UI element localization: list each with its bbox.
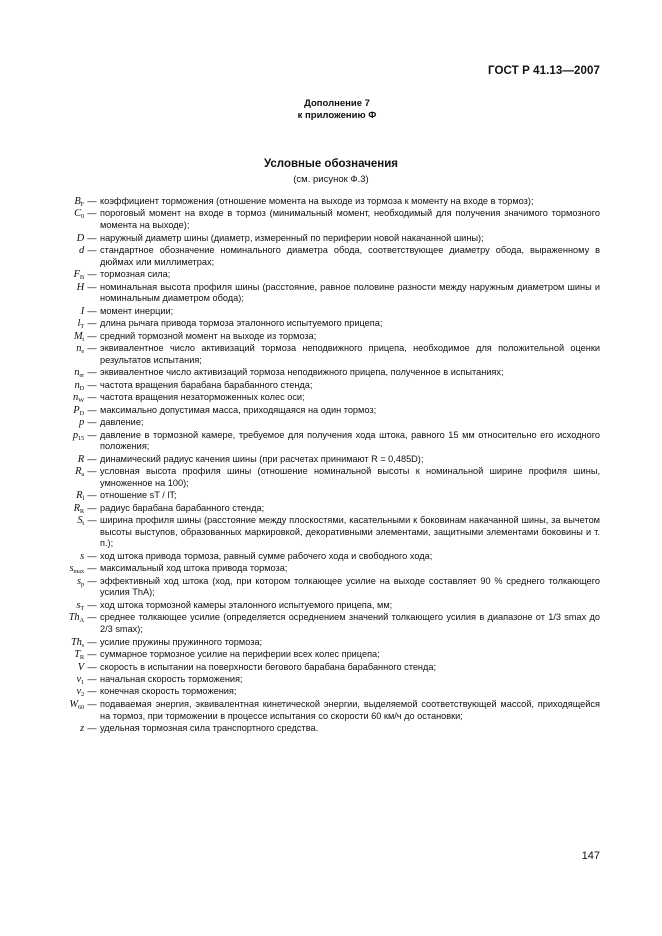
- dash-separator: —: [87, 281, 97, 292]
- symbol-subscript: t: [82, 335, 84, 343]
- symbol: [62, 503, 84, 515]
- definition-row: [62, 723, 600, 735]
- symbol-subscript: e: [81, 348, 84, 356]
- definition-row: [62, 674, 600, 686]
- definition-text: ход штока тормозной камеры эталонного испытуемого прицепа, мм;: [100, 599, 393, 610]
- symbol-letter: n: [74, 367, 80, 379]
- definition-row: [62, 637, 600, 649]
- dash-separator: —: [87, 232, 97, 243]
- symbol-subscript: 0: [80, 213, 84, 221]
- symbol-letter: R: [76, 490, 83, 502]
- dash-separator: —: [87, 269, 97, 280]
- definition-row: [62, 576, 600, 599]
- symbol: [62, 318, 84, 330]
- definition-text: тормозная сила;: [100, 269, 171, 280]
- symbol-subscript: l: [82, 495, 84, 503]
- dash-separator: —: [87, 429, 97, 440]
- dash-separator: —: [87, 502, 97, 513]
- definition-row: [62, 282, 600, 305]
- definition-row: [62, 331, 600, 343]
- symbol-subscript: W: [78, 397, 84, 405]
- definition-row: [62, 417, 600, 429]
- dash-separator: —: [87, 636, 97, 647]
- appendix-reference: к приложению Ф: [297, 110, 377, 121]
- definition-text: отношение sT / lT;: [100, 490, 177, 501]
- definition-text: эквивалентное число активизаций тормоза неподвижного прицепа, необходимое для положительной оценки результатов испытания;: [100, 343, 600, 365]
- symbol-letter: n: [74, 379, 80, 391]
- symbols-list: [62, 196, 600, 736]
- symbol-subscript: max: [73, 568, 84, 576]
- symbol: [62, 612, 84, 624]
- symbol: [62, 515, 84, 527]
- definition-row: [62, 612, 600, 635]
- definition-text: суммарное тормозное усилие на периферии всех колес прицепа;: [100, 649, 380, 660]
- definition-text: скорость в испытании на поверхности бегового барабана барабанного стенда;: [100, 661, 437, 672]
- symbol-letter: n: [76, 343, 82, 355]
- symbol-letter: H: [76, 281, 84, 293]
- symbol-subscript: t: [82, 520, 84, 528]
- symbol-subscript: R: [79, 654, 84, 662]
- definition-row: [62, 699, 600, 722]
- symbol: [62, 466, 84, 478]
- symbol-subscript: 2: [80, 691, 84, 699]
- definition-row: [62, 430, 600, 453]
- symbol: [62, 233, 84, 245]
- symbol-letter: R: [75, 466, 82, 478]
- symbol: [62, 306, 84, 318]
- definition-row: [62, 343, 600, 366]
- symbol-letter: C: [74, 208, 81, 220]
- definition-row: [62, 563, 600, 575]
- symbol-letter: z: [80, 723, 84, 735]
- dash-separator: —: [87, 563, 97, 574]
- symbol-letter: D: [76, 232, 84, 244]
- definition-row: [62, 600, 600, 612]
- definition-text: максимальный ход штока привода тормоза;: [100, 563, 288, 574]
- symbol-letter: R: [77, 453, 84, 465]
- definition-row: [62, 490, 600, 502]
- document-code: ГОСТ Р 41.13—2007: [488, 65, 600, 77]
- dash-separator: —: [87, 686, 97, 697]
- dash-separator: —: [87, 196, 97, 206]
- dash-separator: —: [87, 318, 97, 329]
- symbol: [62, 367, 84, 379]
- definition-row: [62, 503, 600, 515]
- definition-text: пороговый момент на входе в тормоз (минимальный момент, необходимый для получения значимого тормозного момента на выходе);: [100, 208, 600, 231]
- symbol-letter: p: [78, 417, 84, 429]
- symbol-subscript: T: [80, 323, 84, 331]
- definition-text: эффективный ход штока (ход, при котором толкающее усилие на выходе составляет 90 % среднего толкающего усилия ThA);: [100, 575, 600, 598]
- symbol-letter: v: [76, 673, 81, 685]
- symbol: [62, 454, 84, 466]
- definition-text: ширина профиля шины (расстояние между плоскостями, касательными к боковинам накачанной шины, за вычетом высоты выступов, образованных маркировкой, декоративными элементами, защитными элементами боковины и т. п.);: [100, 515, 600, 549]
- definition-row: [62, 405, 600, 417]
- symbol-letter: Th: [68, 612, 80, 624]
- definition-row: [62, 551, 600, 563]
- definition-row: [62, 306, 600, 318]
- symbol: [62, 551, 84, 563]
- symbol: [62, 563, 84, 575]
- symbol-subscript: 1: [80, 678, 84, 686]
- definition-text: удельная тормозная сила транспортного средства.: [100, 723, 319, 734]
- symbol: [62, 600, 84, 612]
- symbol-letter: p: [72, 429, 78, 441]
- symbol-letter: s: [77, 575, 81, 587]
- dash-separator: —: [87, 208, 97, 219]
- symbol-letter: F: [73, 269, 80, 281]
- definition-text: конечная скорость торможения;: [100, 686, 237, 697]
- symbol-subscript: B: [79, 274, 84, 282]
- dash-separator: —: [87, 466, 97, 477]
- symbol-subscript: R: [79, 507, 84, 515]
- symbol: [62, 417, 84, 429]
- dash-separator: —: [87, 599, 97, 610]
- definition-text: ход штока привода тормоза, равный сумме рабочего хода и свободного хода;: [100, 550, 433, 561]
- symbol-letter: I: [80, 305, 84, 317]
- dash-separator: —: [87, 550, 97, 561]
- symbol-subscript: A: [79, 617, 84, 625]
- symbol-subscript: D: [79, 409, 84, 417]
- symbol-subscript: F: [80, 201, 84, 208]
- definition-row: [62, 208, 600, 231]
- symbol-subscript: s: [81, 641, 84, 649]
- definition-row: [62, 318, 600, 330]
- symbol-letter: s: [80, 550, 84, 562]
- symbol-letter: V: [77, 661, 84, 673]
- appendix-heading: [0, 98, 662, 122]
- dash-separator: —: [87, 404, 97, 415]
- definition-text: среднее толкающее усилие (определяется осреднением значений толкающего усилия в диапазоне от 1/3 smax до 2/3 smax);: [100, 612, 600, 635]
- dash-separator: —: [87, 392, 97, 403]
- definition-row: [62, 466, 600, 489]
- symbol-letter: n: [73, 392, 79, 404]
- symbol-letter: S: [77, 515, 83, 527]
- symbol: [62, 380, 84, 392]
- dash-separator: —: [87, 698, 97, 709]
- definition-text: подаваемая энергия, эквивалентная кинетической энергии, выделяемой соответствующей массой, приходящейся на тормоз, при торможении в процессе испытания со скорости 60 км/ч до остановки;: [100, 698, 600, 721]
- symbol: [62, 686, 84, 698]
- dash-separator: —: [87, 330, 97, 341]
- dash-separator: —: [87, 661, 97, 672]
- dash-separator: —: [87, 649, 97, 660]
- symbol: [62, 392, 84, 404]
- symbol: [62, 490, 84, 502]
- symbol-subscript: 60: [77, 703, 84, 711]
- definition-text: эквивалентное число активизаций тормоза неподвижного прицепа, полученное в испытаниях;: [100, 367, 504, 378]
- dash-separator: —: [87, 490, 97, 501]
- symbol-subscript: T: [80, 604, 84, 612]
- definition-text: условная высота профиля шины (отношение номинальной высоты к номинальной ширине профиля шины, умноженное на 100);: [100, 466, 600, 488]
- definition-text: радиус барабана барабанного стенда;: [100, 502, 265, 513]
- symbol-letter: s: [76, 599, 81, 611]
- symbol-letter: W: [69, 698, 78, 710]
- symbol-letter: M: [73, 330, 83, 342]
- symbol: [62, 405, 84, 417]
- symbol: [62, 699, 84, 711]
- dash-separator: —: [87, 343, 97, 354]
- definition-text: давление в тормозной камере, требуемое для получения хода штока, равного 15 мм относительно его исходного положения;: [100, 429, 600, 452]
- definition-row: [62, 367, 600, 379]
- symbol: [62, 637, 84, 649]
- definition-row: [62, 233, 600, 245]
- dash-separator: —: [87, 612, 97, 623]
- definition-text: стандартное обозначение номинального диаметра обода, соответствующее диаметру обода, выраженному в дюймах или миллиметрах;: [100, 245, 600, 267]
- symbol: [62, 196, 84, 208]
- dash-separator: —: [87, 245, 97, 256]
- definition-text: частота вращения незаторможенных колес оси;: [100, 392, 305, 403]
- definition-text: максимально допустимая масса, приходящаяся на один тормоз;: [100, 404, 377, 415]
- definition-row: [62, 515, 600, 550]
- symbol: [62, 430, 84, 442]
- definition-text: частота вращения барабана барабанного стенда;: [100, 379, 313, 390]
- dash-separator: —: [87, 453, 97, 464]
- symbol-subscript: a: [81, 471, 84, 479]
- dash-separator: —: [87, 379, 97, 390]
- dash-separator: —: [87, 367, 97, 378]
- symbol-subscript: 15: [77, 434, 84, 442]
- symbol: [62, 576, 84, 588]
- definition-row: [62, 392, 600, 404]
- definition-text: средний тормозной момент на выходе из тормоза;: [100, 330, 317, 341]
- definition-text: динамический радиус качения шины (при расчетах принимают R = 0,485D);: [100, 453, 424, 464]
- definition-text: усилие пружины пружинного тормоза;: [100, 636, 263, 647]
- symbol: [62, 282, 84, 294]
- symbol: [62, 649, 84, 661]
- symbol-letter: Th: [70, 636, 82, 648]
- symbol-letter: R: [73, 502, 80, 514]
- definition-text: давление;: [100, 417, 144, 428]
- symbol-letter: v: [76, 686, 81, 698]
- symbol-letter: l: [77, 318, 81, 330]
- dash-separator: —: [87, 417, 97, 428]
- symbol-subscript: p: [80, 580, 84, 588]
- symbol-letter: B: [74, 196, 81, 207]
- dash-separator: —: [87, 673, 97, 684]
- definition-row: [62, 245, 600, 268]
- symbol-subscript: D: [79, 384, 84, 392]
- figure-reference: (см. рисунок Ф.3): [293, 174, 369, 185]
- symbol: [62, 723, 84, 735]
- symbol-letter: P: [73, 404, 80, 416]
- symbol: [62, 245, 84, 257]
- page-number: 147: [581, 850, 600, 862]
- appendix-title: Дополнение 7: [304, 98, 370, 109]
- dash-separator: —: [87, 723, 97, 734]
- definition-text: номинальная высота профиля шины (расстояние, равное половине разности между наружным диаметром шины и номинальным диаметром обода);: [100, 281, 600, 304]
- definition-row: [62, 454, 600, 466]
- symbol: [62, 331, 84, 343]
- definition-text: начальная скорость торможения;: [100, 673, 243, 684]
- definition-row: [62, 649, 600, 661]
- definition-row: [62, 380, 600, 392]
- symbol-letter: T: [74, 649, 80, 661]
- symbol: [62, 662, 84, 674]
- section-title: Условные обозначения: [263, 158, 398, 170]
- definition-text: коэффициент торможения (отношение момента на выходе из тормоза к моменту на входе в тормоз);: [100, 196, 534, 206]
- definition-row: [62, 686, 600, 698]
- definition-text: наружный диаметр шины (диаметр, измеренный по периферии новой накачанной шины);: [100, 232, 484, 243]
- dash-separator: —: [87, 515, 97, 526]
- symbol-letter: s: [69, 563, 74, 575]
- dash-separator: —: [87, 305, 97, 316]
- symbol: [62, 343, 84, 355]
- dash-separator: —: [87, 575, 97, 586]
- symbol: [62, 208, 84, 220]
- symbol: [62, 269, 84, 281]
- symbol-subscript: er: [79, 372, 84, 380]
- symbol: [62, 674, 84, 686]
- definition-text: момент инерции;: [100, 305, 174, 316]
- definition-row: [62, 662, 600, 674]
- definition-row: [62, 196, 600, 208]
- definition-text: длина рычага привода тормоза эталонного испытуемого прицепа;: [100, 318, 383, 329]
- definition-row: [62, 269, 600, 281]
- symbol-letter: d: [78, 245, 84, 257]
